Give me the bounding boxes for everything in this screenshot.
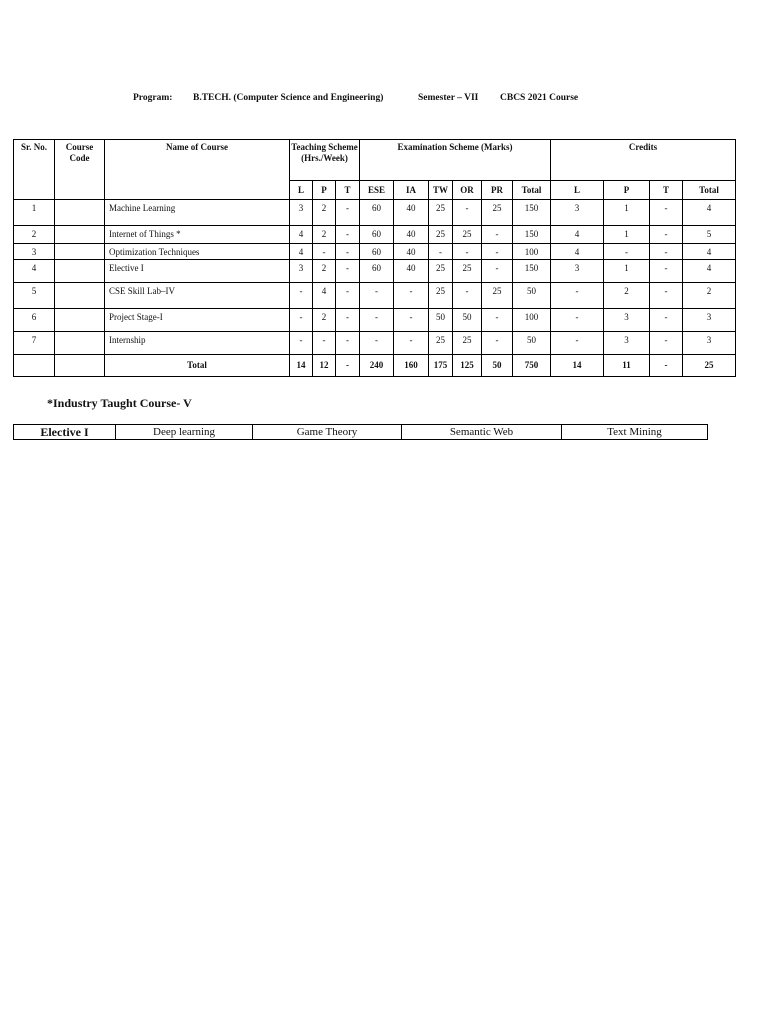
- credit-cell: -: [650, 332, 683, 355]
- sub-header: IA: [394, 181, 429, 200]
- exam-cell: 40: [394, 226, 429, 244]
- credit-cell: -: [650, 244, 683, 260]
- course-row: [14, 309, 736, 332]
- total-cell: 125: [453, 355, 482, 377]
- course-name-cell: Internet of Things *: [105, 226, 290, 244]
- course-label: CBCS 2021 Course: [500, 93, 579, 103]
- exam-cell: -: [453, 283, 482, 309]
- credit-cell: -: [650, 226, 683, 244]
- sub-header: TW: [429, 181, 453, 200]
- credit-cell: -: [551, 332, 604, 355]
- exam-cell: -: [482, 260, 513, 283]
- exam-cell: 150: [513, 226, 551, 244]
- teaching-cell: 4: [313, 283, 336, 309]
- col-header-sr-no: Sr. No.: [14, 140, 55, 200]
- teaching-cell: -: [336, 244, 360, 260]
- exam-cell: 50: [453, 309, 482, 332]
- course-code-cell: [55, 309, 105, 332]
- col-header-exam: Examination Scheme (Marks): [360, 140, 551, 181]
- sub-header: ESE: [360, 181, 394, 200]
- sr-no-cell: 7: [14, 332, 55, 355]
- industry-taught-note: *Industry Taught Course- V: [47, 396, 192, 410]
- exam-cell: -: [429, 244, 453, 260]
- exam-cell: 50: [513, 332, 551, 355]
- course-row: [14, 226, 736, 244]
- sr-no-cell: 3: [14, 244, 55, 260]
- teaching-cell: 2: [313, 260, 336, 283]
- exam-cell: 25: [429, 200, 453, 226]
- teaching-cell: -: [290, 332, 313, 355]
- exam-cell: 25: [453, 260, 482, 283]
- course-name-cell: Optimization Techniques: [105, 244, 290, 260]
- course-name-cell: Internship: [105, 332, 290, 355]
- sub-header: L: [551, 181, 604, 200]
- credit-cell: 1: [604, 226, 650, 244]
- credit-cell: 2: [683, 283, 736, 309]
- sub-header: T: [650, 181, 683, 200]
- total-sr-cell: [14, 355, 55, 377]
- credit-cell: -: [604, 244, 650, 260]
- total-cell: 14: [290, 355, 313, 377]
- credit-cell: 4: [551, 244, 604, 260]
- credit-cell: -: [551, 283, 604, 309]
- course-row: [14, 332, 736, 355]
- course-name-cell: Machine Learning: [105, 200, 290, 226]
- total-cell: -: [336, 355, 360, 377]
- credit-cell: 3: [683, 332, 736, 355]
- exam-cell: 40: [394, 260, 429, 283]
- credit-cell: 1: [604, 200, 650, 226]
- total-cell: 25: [683, 355, 736, 377]
- exam-cell: -: [360, 332, 394, 355]
- credit-cell: 3: [551, 200, 604, 226]
- credit-cell: 3: [683, 309, 736, 332]
- exam-cell: -: [482, 226, 513, 244]
- elective-option: Deep learning: [116, 425, 253, 440]
- course-name-cell: CSE Skill Lab–IV: [105, 283, 290, 309]
- teaching-cell: 4: [290, 226, 313, 244]
- teaching-cell: 2: [313, 309, 336, 332]
- credit-cell: 4: [683, 200, 736, 226]
- elective-table: [13, 424, 708, 440]
- course-name-cell: Elective I: [105, 260, 290, 283]
- exam-cell: -: [394, 332, 429, 355]
- teaching-cell: 4: [290, 244, 313, 260]
- course-code-cell: [55, 260, 105, 283]
- exam-cell: 50: [429, 309, 453, 332]
- credit-cell: -: [650, 200, 683, 226]
- exam-cell: 25: [482, 283, 513, 309]
- sub-header: OR: [453, 181, 482, 200]
- course-row: [14, 244, 736, 260]
- credit-cell: 5: [683, 226, 736, 244]
- exam-cell: 100: [513, 309, 551, 332]
- credit-cell: -: [551, 309, 604, 332]
- teaching-cell: -: [336, 200, 360, 226]
- credit-cell: -: [650, 283, 683, 309]
- total-row: [14, 355, 736, 377]
- total-label: Total: [105, 355, 290, 377]
- course-row: [14, 200, 736, 226]
- teaching-cell: -: [313, 244, 336, 260]
- course-name-cell: Project Stage-I: [105, 309, 290, 332]
- exam-cell: 60: [360, 260, 394, 283]
- teaching-cell: -: [336, 283, 360, 309]
- exam-cell: 150: [513, 260, 551, 283]
- teaching-cell: -: [290, 283, 313, 309]
- scheme-table: [13, 139, 736, 377]
- exam-cell: 40: [394, 244, 429, 260]
- elective-row: [14, 425, 708, 440]
- teaching-cell: -: [290, 309, 313, 332]
- course-code-cell: [55, 200, 105, 226]
- elective-option: Semantic Web: [402, 425, 562, 440]
- course-row: [14, 260, 736, 283]
- col-header-teaching: Teaching Scheme (Hrs./Week): [290, 140, 360, 181]
- exam-cell: 60: [360, 244, 394, 260]
- sub-header: P: [313, 181, 336, 200]
- sub-header: Total: [683, 181, 736, 200]
- exam-cell: -: [482, 244, 513, 260]
- sr-no-cell: 5: [14, 283, 55, 309]
- total-cell: 160: [394, 355, 429, 377]
- teaching-cell: -: [336, 309, 360, 332]
- total-cell: -: [650, 355, 683, 377]
- teaching-cell: 2: [313, 200, 336, 226]
- credit-cell: 3: [604, 309, 650, 332]
- sr-no-cell: 4: [14, 260, 55, 283]
- total-cell: 240: [360, 355, 394, 377]
- exam-cell: 25: [453, 332, 482, 355]
- sr-no-cell: 6: [14, 309, 55, 332]
- teaching-cell: 2: [313, 226, 336, 244]
- exam-cell: 25: [453, 226, 482, 244]
- credit-cell: 4: [683, 260, 736, 283]
- sr-no-cell: 2: [14, 226, 55, 244]
- exam-cell: 60: [360, 226, 394, 244]
- total-cell: 175: [429, 355, 453, 377]
- total-cell: 11: [604, 355, 650, 377]
- teaching-cell: -: [336, 226, 360, 244]
- course-row: [14, 283, 736, 309]
- exam-cell: 50: [513, 283, 551, 309]
- course-code-cell: [55, 244, 105, 260]
- exam-cell: 25: [429, 260, 453, 283]
- credit-cell: 4: [683, 244, 736, 260]
- teaching-cell: -: [313, 332, 336, 355]
- exam-cell: 150: [513, 200, 551, 226]
- header-row: [14, 140, 736, 181]
- col-header-course-code: Course Code: [55, 140, 105, 200]
- exam-cell: 60: [360, 200, 394, 226]
- course-code-cell: [55, 226, 105, 244]
- total-cell: 750: [513, 355, 551, 377]
- exam-cell: -: [453, 244, 482, 260]
- course-code-cell: [55, 283, 105, 309]
- credit-cell: 4: [551, 226, 604, 244]
- exam-cell: -: [482, 332, 513, 355]
- sub-header: Total: [513, 181, 551, 200]
- exam-cell: 25: [429, 283, 453, 309]
- total-cell: 50: [482, 355, 513, 377]
- credit-cell: 2: [604, 283, 650, 309]
- program-header: [0, 93, 768, 107]
- exam-cell: -: [482, 309, 513, 332]
- program-label: Program:: [133, 93, 173, 103]
- teaching-cell: 3: [290, 260, 313, 283]
- exam-cell: -: [394, 309, 429, 332]
- exam-cell: 25: [482, 200, 513, 226]
- exam-cell: 25: [429, 226, 453, 244]
- sub-header: L: [290, 181, 313, 200]
- total-cell: 12: [313, 355, 336, 377]
- col-header-credits: Credits: [551, 140, 736, 181]
- elective-label: Elective I: [14, 425, 116, 440]
- credit-cell: 3: [604, 332, 650, 355]
- exam-cell: -: [360, 283, 394, 309]
- semester-label: Semester – VII: [418, 93, 479, 103]
- sub-header: P: [604, 181, 650, 200]
- teaching-cell: 3: [290, 200, 313, 226]
- exam-cell: 100: [513, 244, 551, 260]
- credit-cell: -: [650, 260, 683, 283]
- credit-cell: 1: [604, 260, 650, 283]
- exam-cell: -: [360, 309, 394, 332]
- total-code-cell: [55, 355, 105, 377]
- credit-cell: -: [650, 309, 683, 332]
- sub-header: T: [336, 181, 360, 200]
- sr-no-cell: 1: [14, 200, 55, 226]
- exam-cell: 25: [429, 332, 453, 355]
- sub-header: PR: [482, 181, 513, 200]
- credit-cell: 3: [551, 260, 604, 283]
- course-code-cell: [55, 332, 105, 355]
- program-name: B.TECH. (Computer Science and Engineering): [193, 93, 384, 103]
- teaching-cell: -: [336, 260, 360, 283]
- exam-cell: -: [394, 283, 429, 309]
- elective-option: Game Theory: [253, 425, 402, 440]
- exam-cell: -: [453, 200, 482, 226]
- elective-option: Text Mining: [562, 425, 708, 440]
- teaching-cell: -: [336, 332, 360, 355]
- exam-cell: 40: [394, 200, 429, 226]
- col-header-name: Name of Course: [105, 140, 290, 200]
- total-cell: 14: [551, 355, 604, 377]
